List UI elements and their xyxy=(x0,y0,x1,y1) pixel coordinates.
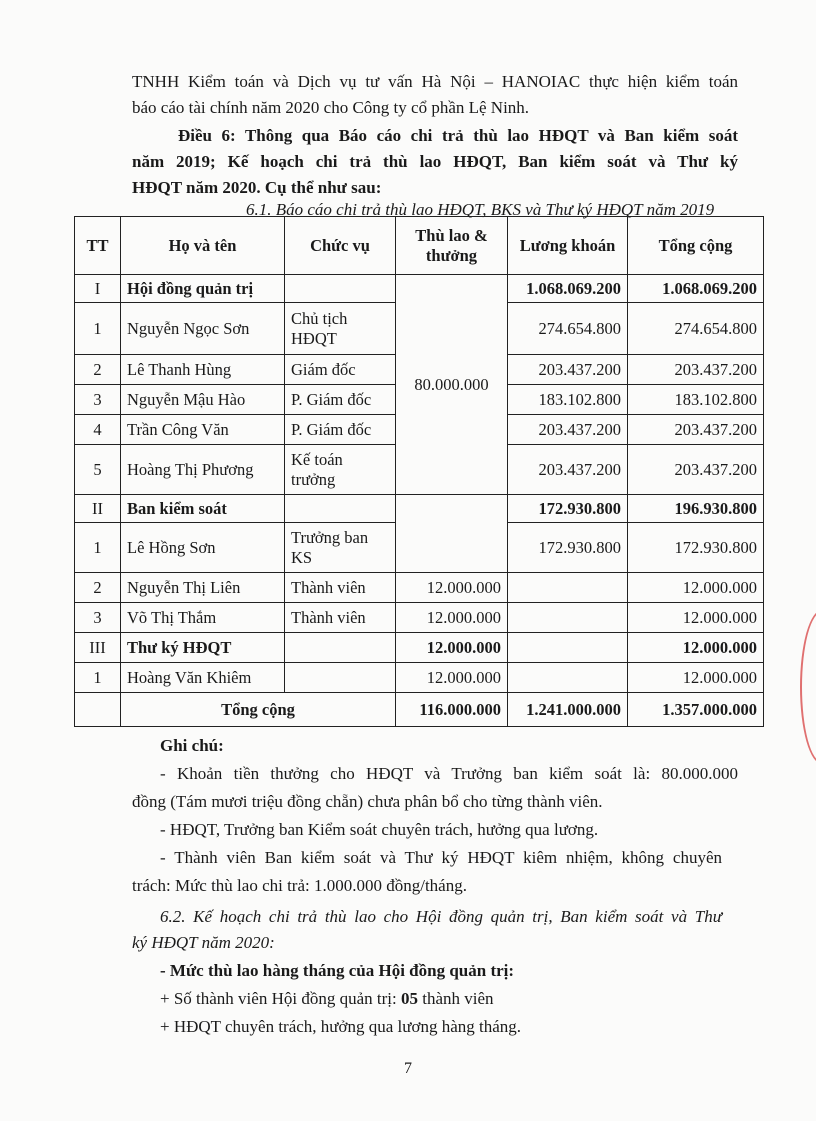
cell-position xyxy=(285,495,396,523)
cell-total: 196.930.800 xyxy=(628,495,764,523)
plan-salary-note: + HĐQT chuyên trách, hưởng qua lương hàng tháng. xyxy=(160,1017,522,1036)
cell-remuneration-empty xyxy=(396,495,508,573)
cell-merged-remuneration: 80.000.000 xyxy=(396,275,508,495)
article-6-line-1: Điều 6: Thông qua Báo cáo chi trả thù lao HĐQT và Ban kiểm soát xyxy=(178,126,738,145)
cell-salary xyxy=(508,603,628,633)
header-tt: TT xyxy=(75,217,121,275)
cell-name: Hoàng Văn Khiêm xyxy=(121,663,285,693)
note-1-line-1: - Khoản tiền thưởng cho HĐQT và Trưởng ban kiểm soát là: 80.000.000 xyxy=(160,764,738,783)
cell-name: Thư ký HĐQT xyxy=(121,633,285,663)
plan-monthly: - Mức thù lao hàng tháng của Hội đồng quản trị: xyxy=(160,961,515,980)
cell-tt: III xyxy=(75,633,121,663)
cell-salary: 203.437.200 xyxy=(508,415,628,445)
cell-salary xyxy=(508,573,628,603)
cell-position: P. Giám đốc xyxy=(285,415,396,445)
plan-members-prefix: + Số thành viên Hội đồng quản trị: xyxy=(160,989,401,1008)
position-line-2: HĐQT xyxy=(291,328,337,348)
cell-total: 12.000.000 xyxy=(628,633,764,663)
cell-total: 12.000.000 xyxy=(628,573,764,603)
table-caption: 6.1. Báo cáo chi trả thù lao HĐQT, BKS và Thư ký HĐQT năm 2019 xyxy=(246,200,715,219)
table-row xyxy=(75,633,764,663)
cell-salary xyxy=(508,633,628,663)
cell-total: 203.437.200 xyxy=(628,415,764,445)
plan-title-line-1: 6.2. Kế hoạch chi trả thù lao cho Hội đồng quản trị, Ban kiểm soát và Thư xyxy=(160,907,722,926)
header-position: Chức vụ xyxy=(285,217,396,275)
cell-tt: 1 xyxy=(75,663,121,693)
position-line-2: KS xyxy=(291,547,313,567)
cell-total: 172.930.800 xyxy=(628,523,764,573)
cell-name: Hội đồng quản trị xyxy=(121,275,285,303)
plan-members-count: 05 xyxy=(400,989,418,1008)
intro-line-2: báo cáo tài chính năm 2020 cho Công ty cổ phần Lệ Ninh. xyxy=(132,98,530,117)
red-stamp-edge xyxy=(800,610,816,764)
header-total: Tổng cộng xyxy=(628,217,764,275)
cell-total-salary: 1.241.000.000 xyxy=(508,693,628,727)
header-remuneration xyxy=(396,217,508,275)
cell-total: 203.437.200 xyxy=(628,445,764,495)
cell-position: Thành viên xyxy=(285,603,396,633)
cell-total: 12.000.000 xyxy=(628,663,764,693)
header-remuneration-line-1: Thù lao & xyxy=(415,225,488,245)
cell-total-label: Tổng cộng xyxy=(121,693,396,727)
cell-salary: 203.437.200 xyxy=(508,355,628,385)
table-row xyxy=(75,663,764,693)
cell-salary xyxy=(508,663,628,693)
cell-tt: 3 xyxy=(75,385,121,415)
cell-tt: 3 xyxy=(75,603,121,633)
cell-name: Nguyễn Ngọc Sơn xyxy=(121,303,285,355)
header-salary: Lương khoán xyxy=(508,217,628,275)
cell-name: Nguyễn Thị Liên xyxy=(121,573,285,603)
cell-position xyxy=(285,445,396,495)
cell-position xyxy=(285,663,396,693)
cell-total-remuneration: 116.000.000 xyxy=(396,693,508,727)
position-line-2: trưởng xyxy=(291,469,336,489)
article-6-line-3: HĐQT năm 2020. Cụ thể như sau: xyxy=(132,178,382,197)
cell-position: P. Giám đốc xyxy=(285,385,396,415)
cell-total: 12.000.000 xyxy=(628,603,764,633)
notes-title: Ghi chú: xyxy=(160,736,224,755)
cell-name: Ban kiểm soát xyxy=(121,495,285,523)
plan-title-line-2: ký HĐQT năm 2020: xyxy=(132,933,275,952)
cell-tt-empty xyxy=(75,693,121,727)
cell-tt: 2 xyxy=(75,355,121,385)
cell-salary: 203.437.200 xyxy=(508,445,628,495)
cell-total: 1.068.069.200 xyxy=(628,275,764,303)
cell-name: Trần Công Văn xyxy=(121,415,285,445)
cell-salary: 172.930.800 xyxy=(508,495,628,523)
cell-name: Võ Thị Thắm xyxy=(121,603,285,633)
plan-members-suffix: thành viên xyxy=(417,989,494,1008)
cell-salary: 1.068.069.200 xyxy=(508,275,628,303)
table-row xyxy=(75,603,764,633)
note-3-line-2: trách: Mức thù lao chi trả: 1.000.000 đồng/tháng. xyxy=(132,876,467,895)
cell-tt: II xyxy=(75,495,121,523)
plan-members xyxy=(160,988,494,1010)
cell-name: Lê Thanh Hùng xyxy=(121,355,285,385)
cell-name: Lê Hồng Sơn xyxy=(121,523,285,573)
cell-total: 183.102.800 xyxy=(628,385,764,415)
cell-total: 274.654.800 xyxy=(628,303,764,355)
remuneration-table xyxy=(74,216,764,727)
cell-position xyxy=(285,275,396,303)
cell-tt: 4 xyxy=(75,415,121,445)
cell-salary: 183.102.800 xyxy=(508,385,628,415)
position-line-1: Kế toán xyxy=(291,449,343,469)
cell-position: Giám đốc xyxy=(285,355,396,385)
cell-position xyxy=(285,633,396,663)
header-name: Họ và tên xyxy=(121,217,285,275)
cell-grand-total: 1.357.000.000 xyxy=(628,693,764,727)
cell-position xyxy=(285,523,396,573)
cell-remuneration: 12.000.000 xyxy=(396,603,508,633)
cell-tt: 1 xyxy=(75,303,121,355)
cell-position: Thành viên xyxy=(285,573,396,603)
note-2: - HĐQT, Trưởng ban Kiểm soát chuyên trách, hưởng qua lương. xyxy=(160,820,599,839)
table-total-row xyxy=(75,693,764,727)
cell-remuneration: 12.000.000 xyxy=(396,663,508,693)
article-6-line-2: năm 2019; Kế hoạch chi trả thù lao HĐQT, Ban kiểm soát và Thư ký xyxy=(132,152,738,171)
table-row xyxy=(75,495,764,523)
cell-total: 203.437.200 xyxy=(628,355,764,385)
cell-tt: 1 xyxy=(75,523,121,573)
position-line-1: Trưởng ban xyxy=(291,527,369,547)
header-remuneration-line-2: thưởng xyxy=(425,245,478,265)
cell-tt: 5 xyxy=(75,445,121,495)
cell-remuneration: 12.000.000 xyxy=(396,633,508,663)
cell-name: Hoàng Thị Phương xyxy=(121,445,285,495)
position-line-1: Chủ tịch xyxy=(291,308,348,328)
cell-salary: 172.930.800 xyxy=(508,523,628,573)
cell-position xyxy=(285,303,396,355)
cell-tt: 2 xyxy=(75,573,121,603)
page-number: 7 xyxy=(404,1060,412,1077)
table-row xyxy=(75,275,764,303)
intro-line-1: TNHH Kiểm toán và Dịch vụ tư vấn Hà Nội – HANOIAC thực hiện kiểm toán xyxy=(132,72,738,91)
cell-salary: 274.654.800 xyxy=(508,303,628,355)
note-3-line-1: - Thành viên Ban kiểm soát và Thư ký HĐQT kiêm nhiệm, không chuyên xyxy=(160,848,722,867)
cell-name: Nguyễn Mậu Hào xyxy=(121,385,285,415)
table-header-row xyxy=(75,217,764,275)
note-1-line-2: đồng (Tám mươi triệu đồng chẵn) chưa phân bổ cho từng thành viên. xyxy=(132,792,603,811)
table-row xyxy=(75,573,764,603)
cell-tt: I xyxy=(75,275,121,303)
cell-remuneration: 12.000.000 xyxy=(396,573,508,603)
